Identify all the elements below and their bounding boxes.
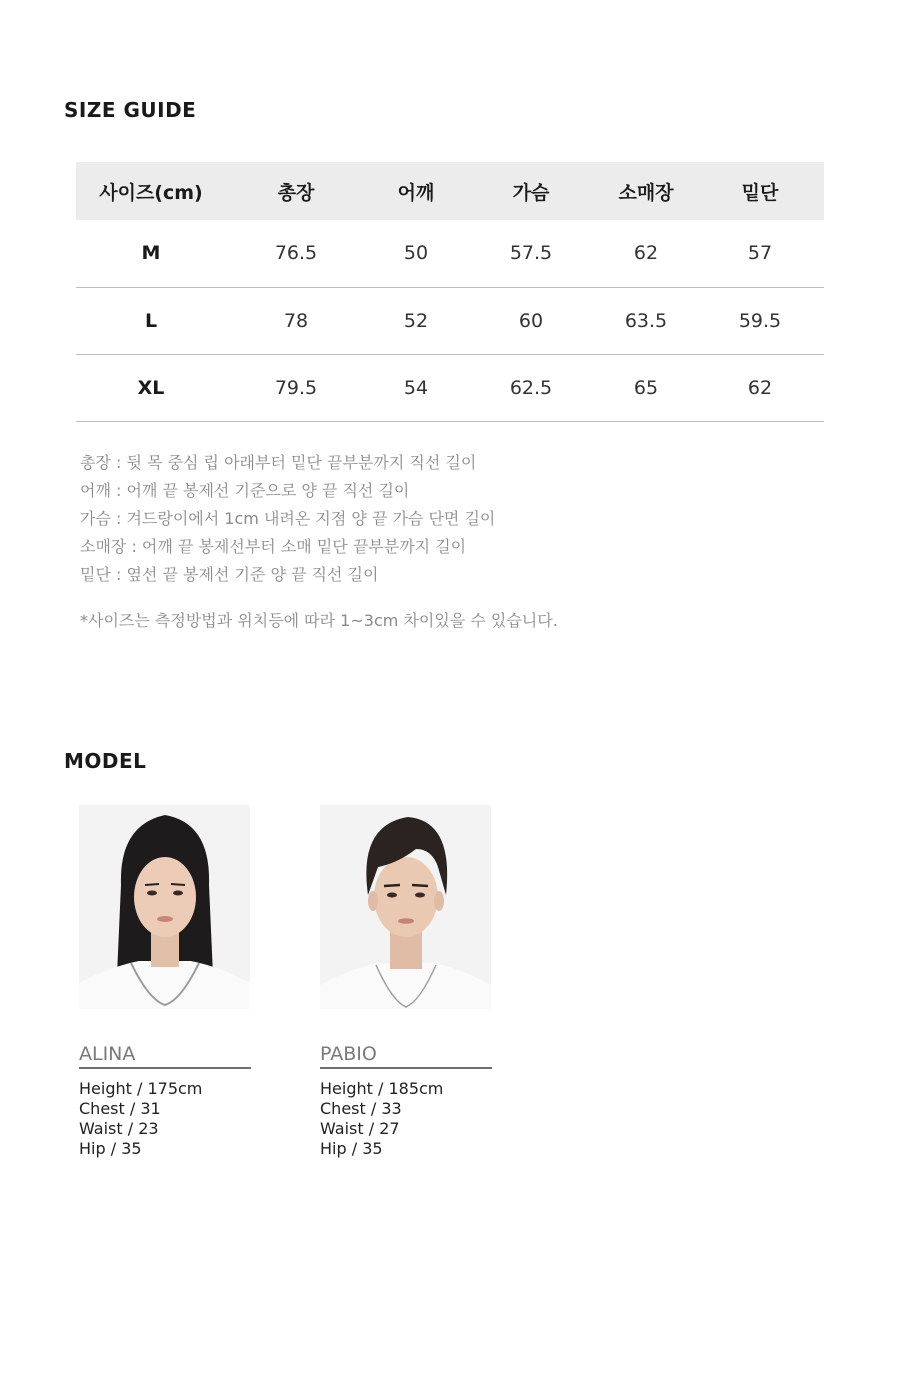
size-cell: M — [141, 242, 161, 265]
table-cell: 57.5 — [509, 242, 553, 265]
model-name: ALINA — [79, 1043, 251, 1069]
model-hip: Hip / 35 — [320, 1139, 383, 1158]
table-row — [76, 287, 824, 354]
measurement-notes — [80, 449, 495, 589]
table-cell: 62 — [747, 376, 773, 399]
table-cell: 65 — [633, 376, 659, 399]
header-hem: 밑단 — [741, 181, 779, 204]
table-cell: 62 — [633, 242, 659, 265]
model-photo — [320, 805, 491, 1009]
note-sleeve: 소매장 : 어깨 끝 봉제선부터 소매 밑단 끝부분까지 길이 — [80, 537, 467, 556]
size-cell: L — [144, 309, 158, 332]
table-cell: 50 — [403, 242, 429, 265]
model-height: Height / 185cm — [320, 1079, 444, 1098]
header-chest: 가슴 — [512, 181, 550, 204]
model-title: MODEL — [64, 749, 147, 773]
header-size: 사이즈(cm) — [99, 181, 203, 204]
header-shoulder: 어깨 — [397, 181, 435, 204]
table-cell: 76.5 — [274, 242, 318, 265]
model-chest: Chest / 31 — [79, 1099, 161, 1118]
model-name: PABIO — [320, 1043, 492, 1069]
table-row — [76, 220, 824, 287]
model-stats — [79, 1079, 254, 1159]
table-cell: 63.5 — [624, 309, 668, 332]
model-waist: Waist / 27 — [320, 1119, 400, 1138]
table-cell: 60 — [518, 309, 544, 332]
model-hip: Hip / 35 — [79, 1139, 142, 1158]
table-cell: 79.5 — [274, 376, 318, 399]
model-card-pabio — [320, 805, 495, 1159]
header-length: 총장 — [277, 181, 315, 204]
size-disclaimer: *사이즈는 측정방법과 위치등에 따라 1~3cm 차이있을 수 있습니다. — [80, 611, 558, 630]
table-cell: 52 — [403, 309, 429, 332]
table-cell: 54 — [403, 376, 429, 399]
size-guide-title: SIZE GUIDE — [64, 98, 197, 122]
model-chest: Chest / 33 — [320, 1099, 402, 1118]
model-stats — [320, 1079, 495, 1159]
model-waist: Waist / 23 — [79, 1119, 159, 1138]
size-table — [76, 162, 824, 422]
note-hem: 밑단 : 옆선 끝 봉제선 기준 양 끝 직선 길이 — [80, 565, 379, 584]
table-row — [76, 354, 824, 421]
size-cell: XL — [137, 376, 165, 399]
note-length: 총장 : 뒷 목 중심 립 아래부터 밑단 끝부분까지 직선 길이 — [80, 453, 477, 472]
model-photo — [79, 805, 250, 1009]
table-cell: 57 — [747, 242, 773, 265]
table-cell: 62.5 — [509, 376, 553, 399]
note-chest: 가슴 : 겨드랑이에서 1cm 내려온 지점 양 끝 가슴 단면 길이 — [80, 509, 496, 528]
size-table-header — [76, 162, 824, 220]
note-shoulder: 어깨 : 어깨 끝 봉제선 기준으로 양 끝 직선 길이 — [80, 481, 410, 500]
table-cell: 78 — [283, 309, 309, 332]
model-card-alina — [79, 805, 254, 1159]
header-sleeve: 소매장 — [618, 181, 674, 204]
model-height: Height / 175cm — [79, 1079, 203, 1098]
table-cell: 59.5 — [738, 309, 782, 332]
